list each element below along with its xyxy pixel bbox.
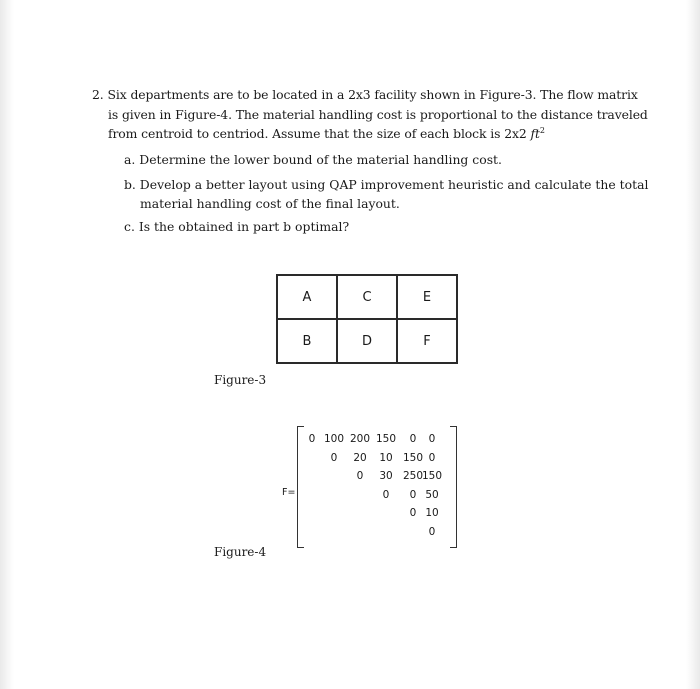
matrix-cell: 250 — [402, 470, 424, 482]
matrix-cell: 10 — [425, 507, 439, 519]
page-edge-left — [0, 0, 14, 689]
matrix-cell: 0 — [382, 488, 390, 501]
problem-statement — [92, 85, 648, 144]
department-cell: C — [338, 276, 396, 318]
matrix-cell: 0 — [428, 433, 436, 445]
part-c: c. Is the obtained in part b optimal? — [124, 218, 350, 234]
matrix-cell: 0 — [308, 433, 316, 445]
department-cell: D — [338, 320, 396, 362]
part-b-line-2: material handling cost of the final layout. — [140, 196, 400, 211]
problem-line-2: is given in Figure-4. The material handling cost is proportional to the distance traveled — [108, 106, 648, 122]
part-a: a. Determine the lower bound of the material handling cost. — [124, 152, 502, 167]
matrix-cell: 0 — [428, 525, 436, 538]
unit-ft: ft — [530, 126, 540, 141]
department-cell: F — [398, 320, 456, 362]
department-cell: E — [398, 276, 456, 318]
matrix-cell: 0 — [409, 433, 417, 445]
matrix-cell: 30 — [379, 470, 393, 482]
matrix-cell: 0 — [330, 451, 338, 464]
matrix-cell: 0 — [409, 507, 417, 519]
matrix-cell: 10 — [379, 451, 393, 464]
part-b-line-1: b. Develop a better layout using QAP improvement heuristic and calculate the total — [124, 176, 649, 192]
matrix-cell: 150 — [375, 433, 397, 445]
matrix-cell: 150 — [402, 451, 424, 464]
matrix-cell: 50 — [425, 488, 439, 501]
department-cell: A — [278, 276, 336, 318]
facility-layout-grid — [276, 274, 458, 364]
matrix-cell: 0 — [409, 488, 417, 501]
department-cell: B — [278, 320, 336, 362]
matrix-right-bracket — [450, 426, 457, 548]
problem-line-3 — [92, 124, 612, 144]
matrix-cell: 20 — [353, 451, 367, 464]
page-edge-right — [686, 0, 700, 689]
problem-line-3-text: from centroid to centriod. Assume that the size of each block is 2x2 — [108, 126, 531, 141]
matrix-cell: 150 — [421, 470, 443, 482]
matrix-cell: 0 — [428, 451, 436, 464]
flow-matrix-label: F= — [282, 487, 296, 498]
matrix-cell: 0 — [356, 470, 364, 482]
matrix-cell: 200 — [349, 433, 371, 445]
problem-parts — [124, 150, 649, 236]
matrix-cell: 100 — [323, 433, 345, 445]
unit-exponent: 2 — [539, 125, 545, 135]
figure-4-caption: Figure-4 — [214, 545, 267, 559]
problem-line-1: 2. Six departments are to be located in a 2x3 facility shown in Figure-3. The flow matrix — [92, 87, 638, 102]
figure-3-caption: Figure-3 — [214, 373, 267, 387]
